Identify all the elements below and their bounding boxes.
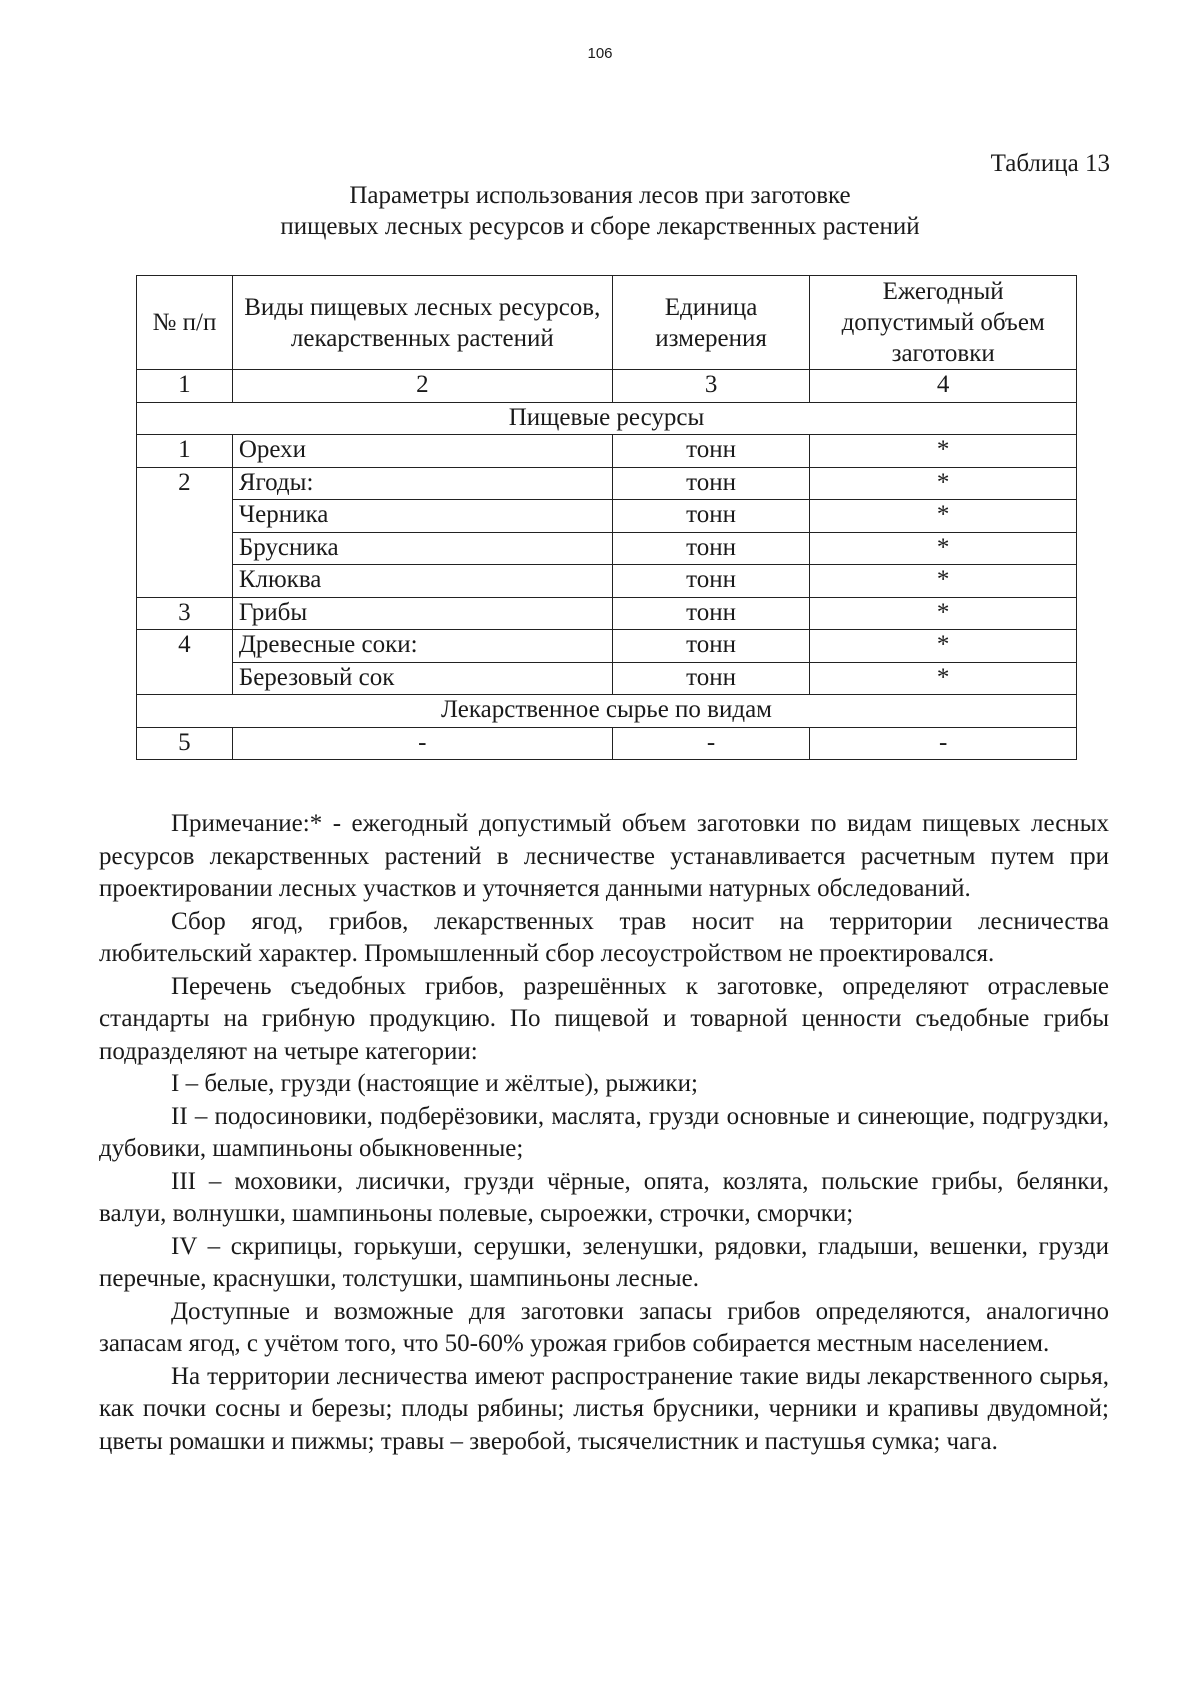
row-name: Березовый сок <box>232 662 612 695</box>
table-row <box>137 500 1077 533</box>
row-unit: тонн <box>612 565 810 598</box>
row-value: - <box>810 727 1077 760</box>
header-unit: Единица измерения <box>612 276 810 370</box>
row-value: * <box>810 662 1077 695</box>
row-unit: тонн <box>612 500 810 533</box>
row-unit: тонн <box>612 532 810 565</box>
column-number-row <box>137 370 1077 403</box>
row-name: Ягоды: <box>232 467 612 500</box>
row-number: 3 <box>137 597 233 630</box>
row-value: * <box>810 597 1077 630</box>
row-name: Клюква <box>232 565 612 598</box>
category-paragraph: II – подосиновики, подберёзовики, маслята, грузди основные и синеющие, подгруздки, дубовики, шампиньоны обыкновенные; <box>99 1102 1109 1162</box>
table-row <box>137 630 1077 663</box>
body-text <box>99 808 1109 1458</box>
row-unit: - <box>612 727 810 760</box>
table-title-line-2: пищевых лесных ресурсов и сборе лекарственных растений <box>280 213 920 240</box>
table-title-line-1: Параметры использования лесов при заготовке <box>349 182 851 209</box>
row-value: * <box>810 630 1077 663</box>
row-number: 1 <box>137 435 233 468</box>
row-value: * <box>810 532 1077 565</box>
row-unit: тонн <box>612 435 810 468</box>
category-paragraph: I – белые, грузди (настоящие и жёлтые), рыжики; <box>171 1070 698 1097</box>
page-number: 106 <box>587 45 613 62</box>
row-number: 2 <box>137 467 233 597</box>
row-value: * <box>810 435 1077 468</box>
row-name: Орехи <box>232 435 612 468</box>
note-paragraph: Примечание:* - ежегодный допустимый объем заготовки по видам пищевых лесных ресурсов лекарственных растений в лесничестве устанавливается расчетным путем при проектировании лесных участков и уточняется данными натурных обследований. <box>99 810 1109 902</box>
section-food-resources: Пищевые ресурсы <box>137 402 1077 435</box>
table-row <box>137 662 1077 695</box>
row-value: * <box>810 467 1077 500</box>
row-unit: тонн <box>612 662 810 695</box>
section-row-medicinal <box>137 695 1077 728</box>
row-name: Грибы <box>232 597 612 630</box>
table-title <box>0 180 1200 242</box>
row-name: Древесные соки: <box>232 630 612 663</box>
row-name: Брусника <box>232 532 612 565</box>
row-unit: тонн <box>612 467 810 500</box>
column-number: 4 <box>810 370 1077 403</box>
resources-table <box>136 275 1077 760</box>
category-paragraph: IV – скрипицы, горькуши, серушки, зеленушки, рядовки, гладыши, вешенки, грузди перечные, краснушки, толстушки, шампиньоны лесные. <box>99 1232 1109 1292</box>
row-number: 5 <box>137 727 233 760</box>
table-row <box>137 597 1077 630</box>
table-header-row <box>137 276 1077 370</box>
row-name: Черника <box>232 500 612 533</box>
paragraph: На территории лесничества имеют распространение такие виды лекарственного сырья, как почки сосны и березы; плоды рябины; листья брусники, черники и крапивы двудомной; цветы ромашки и пижмы; травы – зверобой, тысячелистник и пастушья сумка; чага. <box>99 1362 1109 1455</box>
header-resource-type: Виды пищевых лесных ресурсов, лекарственных растений <box>232 276 612 370</box>
header-number: № п/п <box>137 276 233 370</box>
column-number: 1 <box>137 370 233 403</box>
table-row <box>137 727 1077 760</box>
table-row <box>137 565 1077 598</box>
row-unit: тонн <box>612 630 810 663</box>
paragraph: Доступные и возможные для заготовки запасы грибов определяются, аналогично запасам ягод, с учётом того, что 50-60% урожая грибов собирается местным населением. <box>99 1297 1109 1357</box>
paragraph: Сбор ягод, грибов, лекарственных трав носит на территории лесничества любительский характер. Промышленный сбор лесоустройством не проектировался. <box>99 907 1109 967</box>
row-value: * <box>810 500 1077 533</box>
row-name: - <box>232 727 612 760</box>
section-medicinal-resources: Лекарственное сырье по видам <box>137 695 1077 728</box>
table-row <box>137 532 1077 565</box>
table-number: Таблица 13 <box>990 150 1110 177</box>
row-number: 4 <box>137 630 233 695</box>
column-number: 2 <box>232 370 612 403</box>
table-row <box>137 435 1077 468</box>
column-number: 3 <box>612 370 810 403</box>
section-row-food <box>137 402 1077 435</box>
row-value: * <box>810 565 1077 598</box>
row-unit: тонн <box>612 597 810 630</box>
table-row <box>137 467 1077 500</box>
category-paragraph: III – моховики, лисички, грузди чёрные, опята, козлята, польские грибы, белянки, валуи, волнушки, шампиньоны полевые, сыроежки, строчки, сморчки; <box>99 1167 1109 1227</box>
header-annual-volume: Ежегодный допустимый объем заготовки <box>810 276 1077 370</box>
paragraph: Перечень съедобных грибов, разрешённых к заготовке, определяют отраслевые стандарты на грибную продукцию. По пищевой и товарной ценности съедобные грибы подразделяют на четыре категории: <box>99 972 1109 1065</box>
